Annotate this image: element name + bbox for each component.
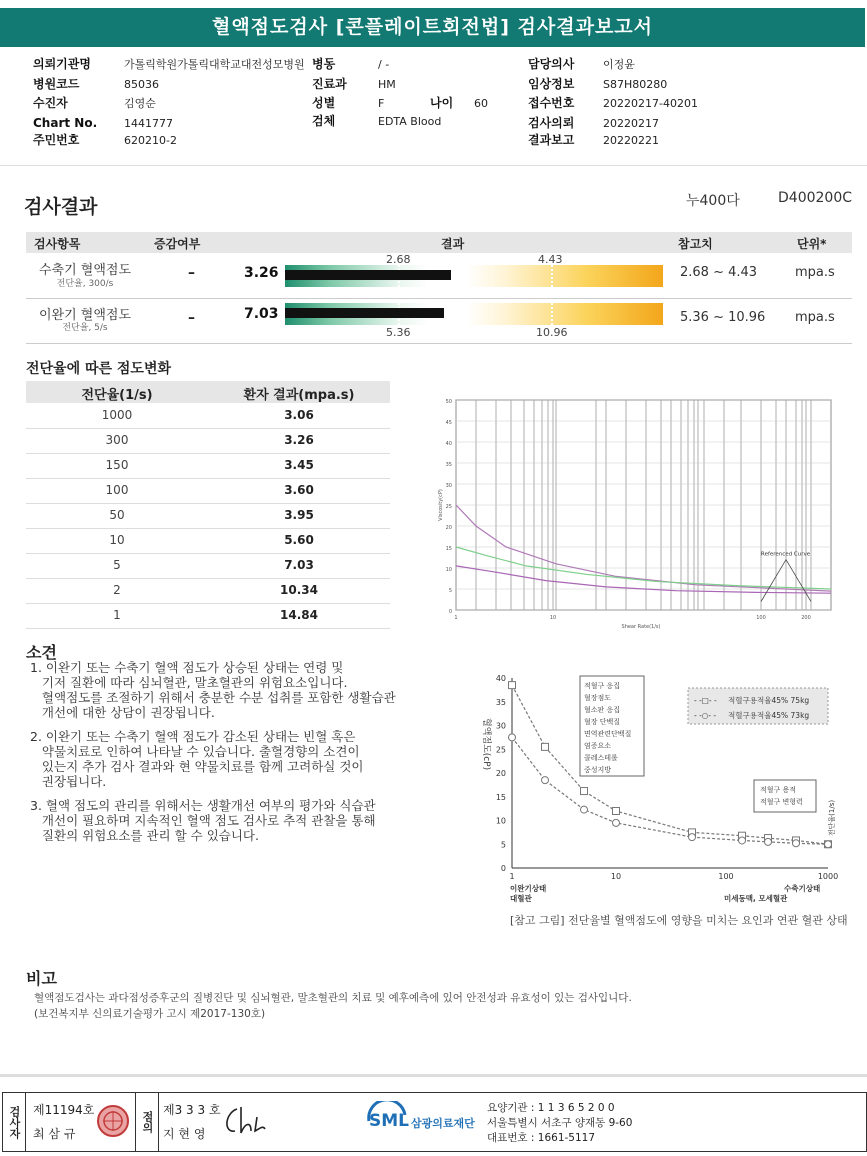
opinion-title: 소견 [26,643,57,662]
circle-marker [793,840,800,847]
opinion-line: 2. 이완기 또는 수축기 혈액 점도가 감소된 상태는 빈혈 혹은 [30,729,356,744]
signature-icon [221,1103,267,1139]
factor-item: 중성지방 [584,766,612,774]
report-value: 20220221 [603,134,659,147]
circle-marker [542,777,549,784]
dept-label: 진료과 [312,77,347,91]
shear-result: 3.95 [284,508,314,522]
results-header [26,232,852,253]
header-unit: 단위* [797,237,827,251]
tick-high: 4.43 [538,253,563,266]
x-tick: 1000 [817,872,839,881]
request-value: 20220217 [603,117,659,130]
unit: mpa.s [795,310,835,325]
company-logo: SML [369,1111,409,1131]
remarks-line-2: (보건복지부 신의료기술평가 고시 제2017-130호) [34,1008,266,1020]
shear-col-result: 환자 결과(mpa.s) [243,388,355,403]
factor-item: 혈장점도 [584,694,612,702]
header-change: 증감여부 [154,237,201,251]
shear-row [26,453,390,479]
dept-value: HM [378,78,396,91]
y-tick: 5 [448,588,452,594]
shear-row [26,553,390,579]
x-tick: 200 [801,615,811,621]
reference-range: 2.68 ~ 4.43 [680,265,758,280]
result-bar [285,270,451,280]
hospcode-value: 85036 [124,78,159,91]
left-vessel-label: 대혈관 [510,894,532,903]
shear-col-rate: 전단율(1/s) [81,388,153,403]
square-marker [613,808,620,815]
reference-caption: [참고 그림] 전단율별 혈액점도에 영향을 미치는 요인과 연관 혈관 상태 [510,914,848,927]
shear-result: 3.45 [284,458,314,472]
y-tick: 10 [445,567,452,573]
opinion-line: 개선에 대한 상담이 권장됩니다. [30,705,215,720]
reference-chart [470,668,860,908]
item-sub: 전단율, 300/s [56,279,114,289]
rrn-value: 620210-2 [124,134,177,147]
factor-item: 염증요소 [584,742,612,750]
phone: 대표번호 : 1661-5117 [487,1132,596,1144]
y-tick: 20 [495,769,506,778]
legend-circle: - -○- - [694,711,717,720]
inspector-name: 최 삼 규 [33,1127,76,1141]
shear-table-header [26,381,390,403]
change-indicator: – [188,310,195,326]
shear-rate: 10 [109,533,125,547]
doctor-label: 담당의사 [528,57,575,71]
opinion-line: 질환의 위험요소를 관리 할 수 있습니다. [30,828,259,843]
shear-result: 3.06 [284,408,314,422]
tick-low: 2.68 [386,253,411,266]
y-tick: 20 [445,525,452,531]
y-tick: 5 [500,840,506,850]
opinion-text [30,660,470,843]
circle-marker [581,806,588,813]
confirm-no: 제3 3 3 호 [163,1103,221,1117]
factor-item: 적혈구 변형력 [760,798,803,806]
square-marker [581,788,588,795]
circle-marker [509,734,516,741]
shear-result: 3.26 [284,433,314,447]
ref-curve-label: Referenced Curve [761,551,811,558]
company-name: 삼광의료재단 [411,1117,475,1130]
shear-row [26,428,390,454]
shear-rate: 5 [113,558,121,572]
seal-stamp-icon [95,1101,131,1141]
opinion-line: 혈액점도를 조절하기 위해서 충분한 수분 섭취를 포함한 생활습관 [30,690,396,705]
report-label: 결과보고 [528,133,575,147]
tick-low: 5.36 [386,326,411,339]
receipt-value: 20220217-40201 [603,97,698,110]
chart-label: Chart No. [33,116,98,130]
clinical-value: S87H80280 [603,78,668,91]
shear-row [26,603,390,629]
patient-value: 김영순 [124,97,156,110]
result-bar [285,308,444,318]
factor-item: 혈소판 응집 [584,706,621,714]
opinion-line: 개선이 필요하며 지속적인 혈액 점도 검사로 추적 관찰을 통해 [30,813,376,828]
factor-item: 적혈구 용적 [760,786,797,794]
reference-range: 5.36 ~ 10.96 [680,310,766,325]
code-2: D400200C [778,190,852,206]
y-tick: 35 [495,697,506,707]
request-label: 검사의뢰 [528,116,575,130]
right-state-label: 수축기상태 [784,884,821,893]
shear-rate: 50 [109,508,125,522]
results-title: 검사결과 [24,196,98,218]
specimen-label: 검체 [312,114,336,128]
remarks-line-1: 혈액점도검사는 과다점성증후군의 질병진단 및 심뇌혈관, 말초혈관의 치료 및 예후예측에 있어 안전성과 유효성이 있는 검사입니다. [34,992,632,1004]
y-tick: 15 [495,792,506,802]
high-marker [551,303,553,325]
circle-marker [739,837,746,844]
report-title: 혈액점도검사 [콘플레이트회전법] 검사결과보고서 [0,8,865,47]
shear-rate: 2 [113,583,121,597]
shear-rate: 150 [105,458,129,472]
shear-rate: 1 [113,608,121,622]
shear-result: 14.84 [280,608,318,622]
shear-row [26,503,390,529]
shear-title: 전단율에 따른 점도변화 [26,361,171,377]
header-ref: 참고치 [678,237,713,251]
result-value: 7.03 [244,306,279,322]
legend-entry: 적혈구용적율45% 73kg [728,711,810,720]
result-row-systolic [26,253,852,299]
right-vessel-label: 미세동맥, 모세혈관 [724,894,788,903]
legend-square: - -□- - [694,696,717,705]
y-tick: 25 [495,745,506,755]
change-indicator: – [188,265,195,281]
square-marker [509,682,516,689]
circle-marker [765,838,772,845]
circle-marker [689,834,696,841]
sex-label: 성별 [312,96,336,110]
address: 서울특별시 서초구 양재동 9-60 [487,1117,633,1129]
y-tick: 15 [445,546,452,552]
patient-label: 수진자 [33,96,68,110]
high-marker [551,265,553,287]
opinion-line: 권장됩니다. [30,774,107,789]
confirm-label: 점의 [135,1093,159,1151]
shear-row [26,403,390,429]
y-tick: 35 [445,462,452,468]
shear-result: 10.34 [280,583,318,597]
y-tick: 30 [445,483,452,489]
y-tick: 0 [500,864,506,873]
opinion-line: 3. 혈액 점도의 관리를 위해서는 생활개선 여부의 평가와 식습관 [30,798,376,813]
rrn-label: 주민번호 [33,133,80,147]
footer-divider [0,1074,867,1077]
factor-item: 혈장 단백질 [584,718,621,726]
square-marker [542,743,549,750]
item-name: 수축기 혈액점도 [38,263,132,278]
factors-box-2 [754,780,816,812]
care-number: 요양기관 : 1 1 3 6 5 2 0 0 [487,1102,615,1114]
age-label: 나이 [430,96,454,110]
y-axis-label: 혈액점도(cP) [481,718,491,771]
opinion-line: 1. 이완기 또는 수축기 혈액 점도가 상승된 상태는 연령 및 [30,660,344,675]
ward-label: 병동 [312,57,336,71]
x-tick: 10 [549,615,557,621]
shear-row [26,478,390,504]
shear-rate: 1000 [101,408,133,422]
item-sub: 전단율, 5/s [62,323,108,333]
confirm-name: 지 현 영 [163,1127,206,1141]
opinion-line: 기저 질환에 따라 심뇌혈관, 말초혈관의 위험요소입니다. [30,675,348,690]
shear-result: 5.60 [284,533,314,547]
factor-item: 적혈구 응집 [584,682,621,690]
institution-value: 가톨릭학원가톨릭대학교대전성모병원 [124,58,305,71]
result-value: 3.26 [244,265,279,281]
age-value: 60 [474,97,488,110]
legend-entry: 적혈구용적율45% 75kg [728,696,810,705]
header-item: 검사항목 [34,237,81,251]
x-axis-label: Shear Rate(1/s) [621,624,661,630]
circle-marker [613,819,620,826]
x-unit-label: 전단율(1/s) [828,799,836,837]
inspector-no: 제11194호 [33,1103,95,1117]
opinion-line: 약물치료로 인하여 나타날 수 있습니다. 출혈경향의 소견이 [30,744,360,759]
x-tick: 10 [610,872,622,881]
shear-row [26,578,390,604]
factor-item: 콜레스테롤 [584,754,618,762]
shear-result: 3.60 [284,483,314,497]
shear-viscosity-chart [436,392,844,632]
y-tick: 40 [495,674,506,683]
ward-value: / - [378,58,390,71]
result-row-diastolic [26,298,852,344]
chart-value: 1441777 [124,117,173,130]
patient-info [0,52,867,152]
tick-high: 10.96 [536,326,568,339]
receipt-label: 접수번호 [528,96,575,110]
institution-label: 의뢰기관명 [33,57,91,71]
factor-item: 면역관련단백질 [584,730,632,738]
opinion-line [30,789,470,798]
left-state-label: 이완기상태 [510,884,547,893]
shear-rate: 300 [105,433,129,447]
signature-footer [2,1092,867,1152]
y-tick: 40 [445,441,452,447]
divider [0,165,867,166]
hospcode-label: 병원코드 [33,77,80,91]
header-result: 결과 [441,237,465,251]
x-tick: 1 [509,872,515,881]
x-tick: 100 [756,615,766,621]
code-1: 누400다 [686,193,740,209]
y-axis-label: Viscosity(cP) [438,489,444,521]
y-tick: 10 [495,816,506,826]
inspector-label: 검사자 [3,1093,26,1151]
unit: mpa.s [795,265,835,280]
clinical-label: 임상정보 [528,77,575,91]
y-tick: 25 [445,504,452,510]
specimen-value: EDTA Blood [378,115,442,128]
sex-value: F [378,97,385,110]
opinion-line [30,720,470,729]
opinion-line: 있는지 추가 검사 결과와 현 약물치료를 함께 고려하실 것이 [30,759,364,774]
x-tick: 1 [454,615,458,621]
shear-row [26,528,390,554]
y-tick: 0 [448,609,452,615]
y-tick: 30 [495,721,506,731]
remarks-title: 비고 [26,969,57,988]
x-tick: 100 [718,872,734,881]
circle-marker [825,841,832,848]
item-name: 이완기 혈액점도 [38,308,132,323]
y-tick: 50 [445,399,452,405]
doctor-value: 이정윤 [603,58,635,71]
shear-result: 7.03 [284,558,314,572]
y-tick: 45 [445,420,452,426]
shear-rate: 100 [105,483,129,497]
